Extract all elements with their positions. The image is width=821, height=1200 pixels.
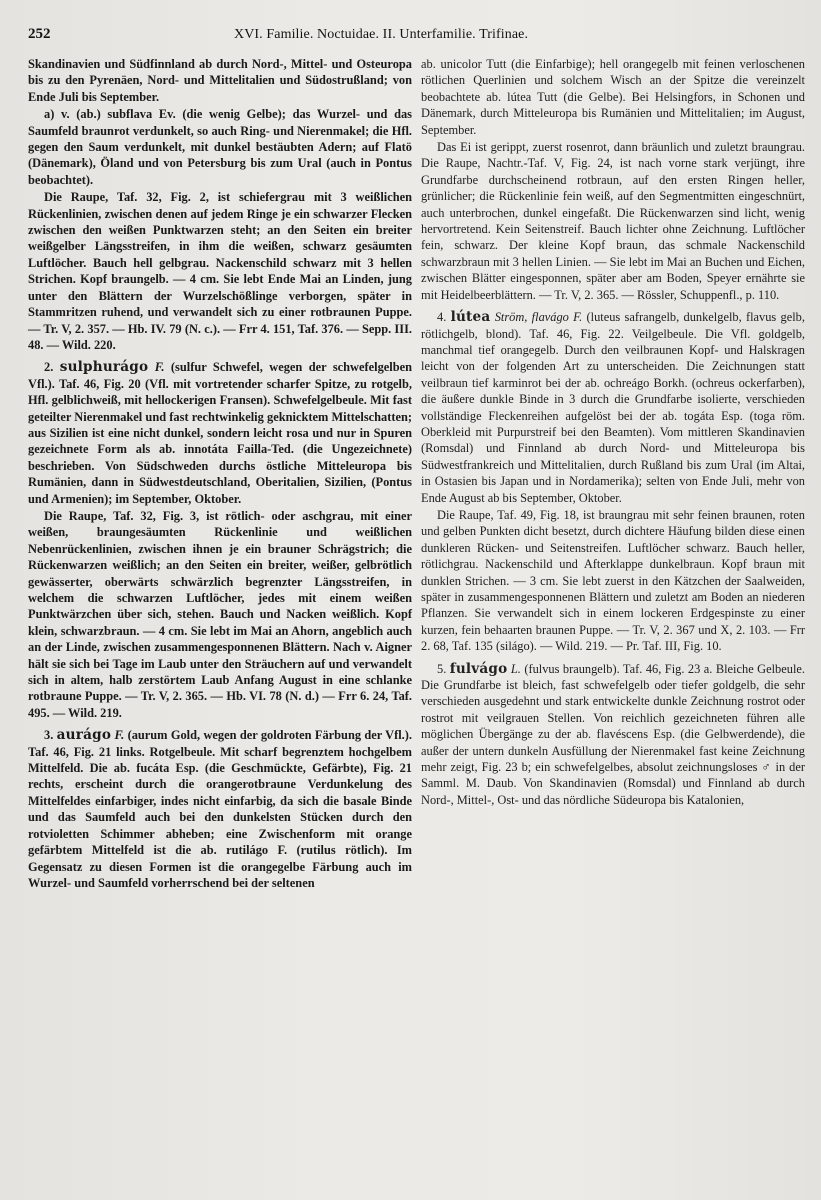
paragraph: Die Raupe, Taf. 49, Fig. 18, ist braungrau mit sehr feinen braunen, roten und gelben Punkten dicht besetzt, durch dichtere Häufung bilden diese einen dunkleren Rücken- und Seitenstreifen. Luftlöcher schwarz. Bauch heller, rötlichgrau. Nackenschild und Afterklappe dunkelbraun. Kopf braun mit dunklen Strichen. — 3 cm. Sie lebt zuerst in den Kätzchen der Saalweiden, später in zusammengesponnenen Blättern und zuletzt am Boden an niederen Pflanzen. Sie verwandelt sich in einem lockeren Erdgespinste zu einer kurzen, fein behaarten braunen Puppe. — Tr. V, 2. 367 und X, 2. 103. — Frr 2. 68, Taf. 135 (silágo). — Wild. 219. — Pr. Taf. III, Fig. 10. <box>421 507 805 654</box>
species-name: lútea <box>450 309 491 326</box>
species-description: (aurum Gold, wegen der goldroten Färbung der Vfl.). Taf. 46, Fig. 21 links. Rotgelbeule. Mit scharf begrenztem hochgelbem Mittelfeld. Die ab. fucáta Esp. (die Geschmückte, Gefärbte), Fig. 21 rechts, erscheint durch die orangerotbraune Verdunkelung des Mittelfeldes einfarbiger, indes nicht einfarbig, da sich die basale Binde und das Saumfeld auch bei den dunkelsten Stücken durch den rotvioletten Schimmer abheben; eine Zwischenform mit orange gefärbtem Mittelfeld ist die ab. rutilágo F. (rutilus rötlich). Im Gegensatz zu diesen Formen ist die orangegelbe Färbung auch im Wurzel- und Saumfeld vorherrschend bei der seltenen <box>28 728 413 890</box>
species-name: fulvágo <box>449 660 508 677</box>
species-description: (luteus safrangelb, dunkelgelb, flavus gelb, rötlichgelb, blond). Taf. 46, Fig. 22. Veilgelbeule. Die Vfl. goldgelb, manchmal tief orangegelb. Durch den veilbraunen Kopf- und Halskragen leicht von der folgenden Art zu unterscheiden. Die Zeichnungen statt veilbraun tief karminrot bei der ab. ochreágo Borkh. (ochreus ockerfarben), die äußere dunkle Binde in 3 durch die Grundfarbe isolierte, verschieden vollständige Fleckenreihen aufgelöst bei der ab. togáta Esp. (toga röm. Oberkleid mit Purpurstreif bei den Beamten). Vom mittleren Skandinavien (Romsdal) und Finnland ab durch Nord- und Mitteleuropa bis Südwestfrankreich und Mittelitalien, durch Rußland bis zum Ural (im Altai, in Ostasien bis Japan und in Nordamerika); selten von Ende Juli, mehr von Ende August ab bis September, Oktober. <box>421 310 805 505</box>
species-number: 3. <box>44 728 54 743</box>
species-author: Ström, flavágo F. <box>494 310 583 325</box>
left-column <box>28 56 412 891</box>
species-number: 2. <box>44 360 54 375</box>
running-head: XVI. Familie. Noctuidae. II. Unterfamilie. Trifinae. <box>234 27 529 42</box>
species-author: F. <box>154 360 165 375</box>
paragraph: Das Ei ist gerippt, zuerst rosenrot, dann bräunlich und zuletzt braungrau. Die Raupe, Nachtr.-Taf. V, Fig. 24, ist nach vorne stark verjüngt, ihre Grundfarbe durchscheinend rotbraun, auf den ersten Ringen heller, grünlicher; die Rückenlinie fein weiß, auf den Segmentmitten eingeschnürt, auch unterbrochen, dunkel eingefaßt. Die Rückenwarzen sind licht, wenig hervortretend. Kein Seitenstreif. Bauch lichter ohne Zeichnung. Luftlöcher fein, schwarz. Der kleine Kopf braun, das schmale Nackenschild schwarzbraun mit 3 hellen Linien. — Sie lebt im Mai an Buchen und Eichen, zwischen Blätter eingesponnen, später aber am Boden, Speyer ernährte sie mit Heidelbeerblättern. — Tr. V, 2. 365. — Rössler, Schuppenfl., p. 110. <box>421 140 805 302</box>
paragraph: Die Raupe, Taf. 32, Fig. 2, ist schiefergrau mit 3 weißlichen Rückenlinien, zwischen denen auf jedem Ringe je ein schwarzer Flecken zwischen den weißen Punktwarzen steht; an den Seiten ein breiter weißgelber Längsstreifen, in ihm die weißen, schwarz gesäumten Luftlöcher. Bauch hell gelbgrau. Nackenschild schwarz mit 3 hellen Strichen. Kopf braungelb. — 4 cm. Sie lebt Ende Mai an Linden, jung unter den Blättern der Wurzelschößlinge verborgen, später in Stammritzen ruhend, und verwandelt sich zu einer rotbraunen Puppe. — Tr. V, 2. 357. — Hb. IV. 79 (N. c.). — Frr 4. 151, Taf. 376. — Sepp. III. 48. — Wild. 220. <box>28 190 412 352</box>
species-number: 4. <box>437 310 447 325</box>
paragraph: ab. unicolor Tutt (die Einfarbige); hell orangegelb mit feinen verloschenen rötlichen Querlinien und solchem Wisch an der Spitze die vereinzelt beobachtete ab. lútea Tutt (die Gelbe). Bei Helsingfors, in Schonen und Dänemark, durch Mitteleuropa bis Rumänien und Mittelitalien; im August, September. <box>421 57 805 137</box>
species-number: 5. <box>437 661 447 676</box>
species-author: L. <box>510 661 521 676</box>
paragraph: Skandinavien und Südfinnland ab durch Nord-, Mittel- und Osteuropa bis zu den Pyrenäen, Nord- und Mittelitalien und Südostrußland; von Ende Juli bis September. <box>28 57 412 104</box>
page-header <box>28 26 805 50</box>
paragraph: Die Raupe, Taf. 32, Fig. 3, ist rötlich- oder aschgrau, mit einer weißen, braungesäumten Rückenlinie und weißlichen Nebenrückenlinien, zwischen ihnen je ein brauner Schrägstrich; die Rückenwarzen weißlich; an den Seiten ein breiter, weißer, gelbrötlich gewässerter, oberwärts schwärzlich begrenzter Längsstreifen, in welchem die schwarzen Luftlöcher, jedes mit einem weißen Punktwärzchen über sich, stehen. Bauch und Nacken weißlich. Kopf klein, schwarzbraun. — 4 cm. Sie lebt im Mai an Ahorn, angeblich auch an der Linde, zwischen zusammengesponnenen Blättern. Nach v. Aigner hält sie sich bei Tage im Laub unter den Sträuchern auf und verwandelt sich in altem, halb zerstörtem Laub Anfang August in eine schlanke rotbraune Puppe. — Tr. V, 2. 365. — Hb. VI. 78 (N. d.) — Frr 6. 24, Taf. 495. — Wild. 219. <box>28 508 412 720</box>
species-entry <box>28 359 412 507</box>
species-description: (fulvus braungelb). Taf. 46, Fig. 23 a. Bleiche Gelbeule. Die Grundfarbe ist bleich, fast schwefelgelb oder tiefer goldgelb, die sehr verschieden ausgedehnt und stark entwickelte dunkle Zeichnung rostrot oder rostrot mit veilgrauen Stellen. Von reichlich gezeichneten führen alle möglichen Übergänge zu der ab. flavéscens Esp. (die Gelbwerdende), die außer der untern dunkeln Ausfüllung der Nierenmakel fast keine Zeichnung mehr zeigt, Fig. 23 b; ein schwefelgelbes, absolut zeichnungsloses ♂ in der Samml. M. Daub. Von Skandinavien (Romsdal) und Finnland ab durch Nord-, Mittel-, Ost- und das nördliche Südeuropa bis Katalonien, <box>421 661 805 807</box>
species-description: (sulfur Schwefel, wegen der schwefelgelben Vfl.). Taf. 46, Fig. 20 (Vfl. mit vortretender scharfer Spitze, zu rotgelb, Hfl. gelblichweiß, mit hellockerigen Fransen). Schwefelgelbeule. Mit fast geteilter Nierenmakel und fast rechtwinkelig geknicktem Mittelschatten; aus Sizilien ist eine nicht dunkel, sondern leicht rosa und nur in Spuren gezeichnete Form als ab. innotáta Failla-Ted. (die Ungezeichnete) beschrieben. Von Südschweden durchs östliche Mitteleuropa bis Rumänien, dann in Südwestdeutschland, Oberitalien, Sizilien, (Pontus und Armenien); im September, Oktober. <box>28 360 412 506</box>
species-name: sulphurágo <box>59 359 149 376</box>
species-entry <box>421 661 805 809</box>
species-name: aurágo <box>56 727 112 744</box>
text-columns <box>28 56 805 891</box>
right-column <box>421 56 805 891</box>
species-entry <box>28 727 412 891</box>
species-entry <box>421 309 805 506</box>
page-number: 252 <box>28 26 51 42</box>
species-author: F. <box>114 728 125 743</box>
paragraph: a) v. (ab.) subflava Ev. (die wenig Gelbe); das Wurzel- und das Saumfeld braunrot verdunkelt, so auch Ring- und Nierenmakel; die Hfl. gegen den Saum verdunkelt, mit dunkel bestäubten Adern; auf Flatö (Dänemark), Öland und von Petersburg bis zum Ural (auch in Pontus beobachtet). <box>28 107 412 187</box>
